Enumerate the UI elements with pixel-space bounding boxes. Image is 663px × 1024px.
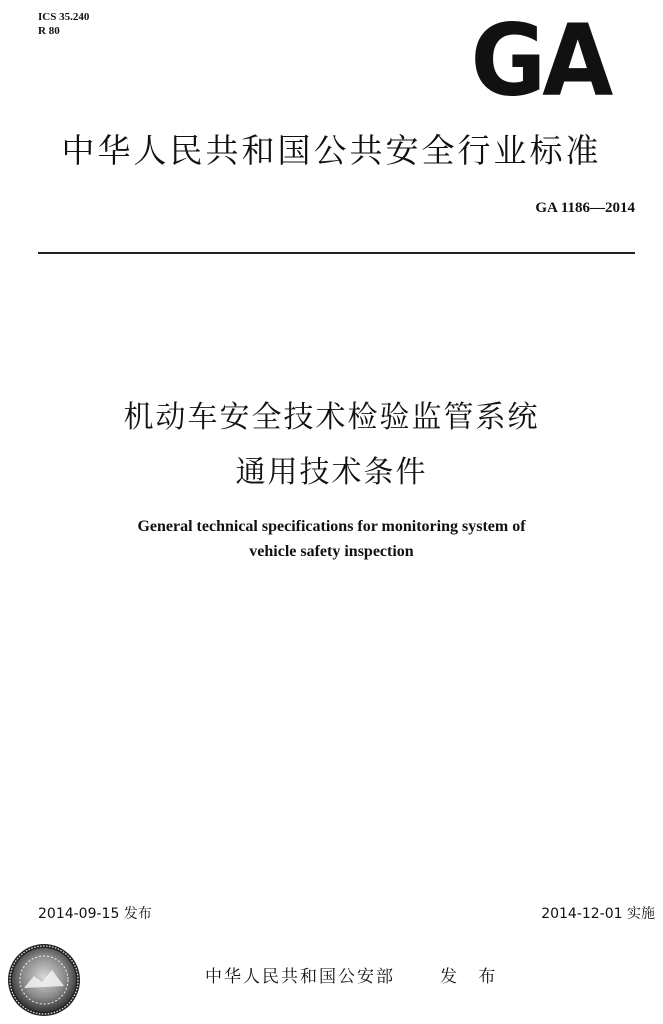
issue-date: 2014-09-15 发布	[38, 906, 152, 922]
title-zh-line2: 通用技术条件	[235, 455, 428, 490]
title-en-line1: General technical specifications for monitoring system of	[137, 518, 526, 535]
implementation-date: 2014-12-01 实施	[541, 906, 655, 922]
ga-logo: GA	[470, 2, 610, 119]
title-zh-line1: 机动车安全技术检验监管系统	[123, 400, 540, 435]
classification-codes	[38, 10, 89, 38]
standard-code: GA 1186—2014	[535, 200, 635, 216]
title-en-line2: vehicle safety inspection	[249, 543, 414, 560]
ics-code: ICS 35.240	[38, 11, 90, 23]
ccs-code: R 80	[38, 25, 60, 37]
publish-label: 发 布	[440, 967, 504, 987]
anti-counterfeit-seal-icon	[6, 942, 82, 1018]
organization-title: 中华人民共和国公共安全行业标准	[61, 131, 602, 170]
publisher-name: 中华人民共和国公安部	[205, 967, 395, 987]
header-divider	[38, 252, 635, 254]
